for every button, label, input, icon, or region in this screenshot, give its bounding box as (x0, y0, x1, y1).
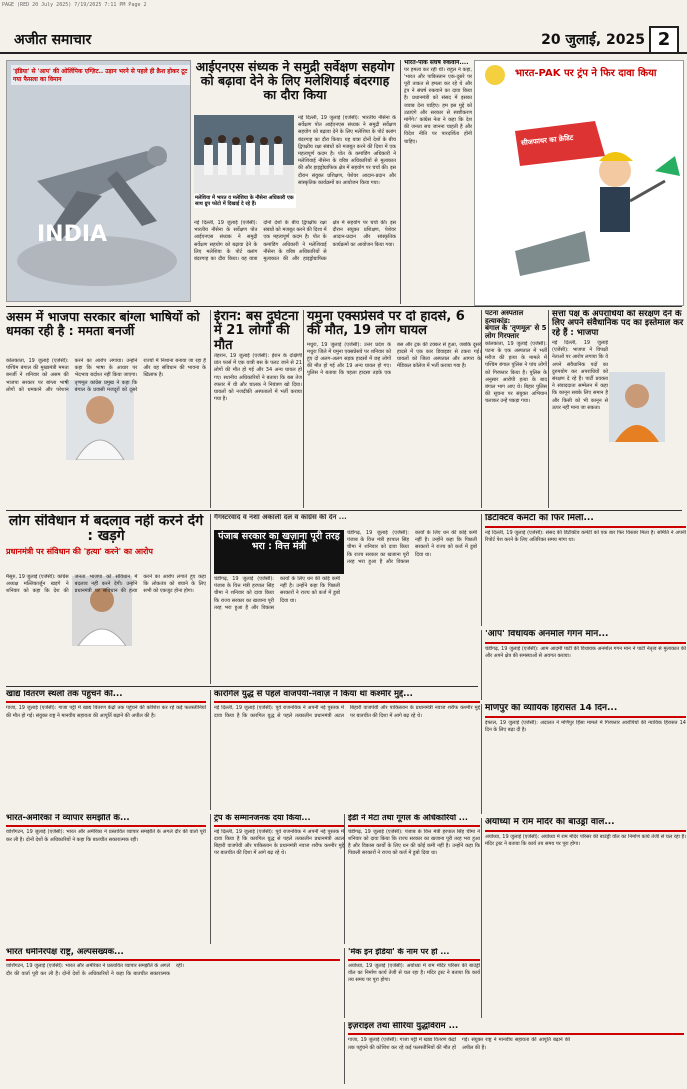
punjab-headline: पंजाब सरकार का खज़ाना पूरी तरह भरा : वित्त मंत्री (218, 531, 340, 553)
yamuna-story (303, 310, 481, 508)
kargil-text: नई दिल्ली, 19 जुलाई (एजेंसी): पूर्व राजनयिक ने अपनी नई पुस्तक में दावा किया है कि कारगिल युद्ध से पहले तत्कालीन प्रधानमंत्री अटल बिहारी वाजपेयी और पाकिस्तान के प्रधानमंत्री नवाज शरीफ कश्मीर मुद्दे पर बातचीत की दिशा में आगे बढ़ रहे थे। (214, 705, 480, 719)
navy-photo-caption: मलेशिया में भारत व मलेशिया के नौसेना अधिकारी एक साथ ग्रुप फोटो में दिखाई दे रहे हैं। (194, 194, 296, 208)
cartoon-right (474, 60, 684, 306)
navy-text: नई दिल्ली, 19 जुलाई (एजेंसी): भारतीय नौसेना के सर्वेक्षण पोत आईएनएस संध्यक ने समुद्री सर्वेक्षण सहयोग को बढ़ावा देने के लिए मलेशिया के पोर्ट क्लांग बंदरगाह का दौरा किया। यह यात्रा दोनों देशों के बीच द्विपक्षीय रक्षा संबंधों को मजबूत करने की दिशा में एक महत्वपूर्ण कदम है। पोत के कमांडिंग अधिकारी ने मलेशियाई नौसेना के वरिष्ठ अधिकारियों से मुलाकात की और हाइड्रोग्राफिक क्षेत्र में सहयोग पर चर्चा की। इस दौरान संयुक्त प्रशिक्षण, पेशेवर आदान-प्रदान और सांस्कृतिक कार्यक्रमों का आयोजन किया गया। (298, 115, 396, 186)
kharge-subhead: प्रधानमंत्री पर संविधान की 'हत्या' करने' का आरोप (6, 546, 153, 556)
yamuna-text: मथुरा, 19 जुलाई (एजेंसी): उत्तर प्रदेश के मथुरा जिले में यमुना एक्सप्रेसवे पर शनिवार को हुए दो अलग-अलग सड़क हादसों में छह लोगों की मौत हो गई और 19 अन्य घायल हो गए। पुलिस ने बताया कि पहला हादसा तड़के एक बस और ट्रक की टक्कर से हुआ, जबकि दूसरे हादसे में एक कार डिवाइडर से टकरा गई। घायलों को जिला अस्पताल और आगरा के मेडिकल कॉलेज में भर्ती कराया गया है। (307, 341, 481, 377)
food-rule (6, 701, 206, 703)
us-india-headline: भारत-अमेरिका ने व्यापार समझौते के... (6, 814, 130, 823)
rahul-story (400, 60, 472, 304)
secular-text: वाशिंगटन, 19 जुलाई (एजेंसी): भारत और अमेरिका ने प्रस्तावित व्यापार समझौते के अगले दौर की वार्ता पूरी कर ली है। दोनों देशों के अधिकारियों ने कहा कि बातचीत सकारात्मक रही। (6, 963, 184, 977)
kharge-headline: लोग संविधान में बदलाव नहीं करने देंगे : खड़गे (8, 514, 204, 545)
israel-text: गाजा, 19 जुलाई (एजेंसी): गाजा पट्टी में खाद्य वितरण केंद्रों तक पहुंचने की कोशिश कर रहे कई फलस्तीनियों की मौत हो गई। संयुक्त राष्ट्र ने मानवीय सहायता की आपूर्ति बढ़ाने की अपील की है। (348, 1037, 570, 1051)
bjp-text: नई दिल्ली, 19 जुलाई (एजेंसी): भाजपा ने विपक्षी नेताओं पर आरोप लगाया कि वे अपने संवैधानिक पदों का दुरुपयोग कर अपराधियों को संरक्षण दे रहे हैं। पार्टी प्रवक्ता ने संवाददाता सम्मेलन में कहा कि कानून सबके लिए समान है और किसी को भी कानून से ऊपर नहीं माना जा सकता। (552, 340, 608, 411)
svg-text:INDIA: INDIA (37, 222, 108, 247)
navy-text-lower: नई दिल्ली, 19 जुलाई (एजेंसी): भारतीय नौसेना के सर्वेक्षण पोत आईएनएस संध्यक ने समुद्री सर्वेक्षण सहयोग को बढ़ावा देने के लिए मलेशिया के पोर्ट क्लांग बंदरगाह का दौरा किया। यह यात्रा दोनों देशों के बीच द्विपक्षीय रक्षा संबंधों को मजबूत करने की दिशा में एक महत्वपूर्ण कदम है। पोत के कमांडिंग अधिकारी ने मलेशियाई नौसेना के वरिष्ठ अधिकारियों से मुलाकात की और हाइड्रोग्राफिक क्षेत्र में सहयोग पर चर्चा की। इस दौरान संयुक्त प्रशिक्षण, पेशेवर आदान-प्रदान और सांस्कृतिक कार्यक्रमों का आयोजन किया गया। (194, 220, 396, 263)
manipur-rule (485, 716, 686, 718)
navy-photo-people (194, 115, 294, 193)
rahul-headline: भारत-पाक संघर्ष रुकवाने.... (404, 60, 469, 66)
issue-date: 20 जुलाई, 2025 (541, 32, 645, 48)
divider-row3 (6, 686, 478, 687)
iran-story (210, 310, 302, 508)
masthead (0, 26, 687, 54)
patna-kicker: पटना अस्पताल हत्याकांड: (485, 310, 524, 325)
mamata-headline: असम में भाजपा सरकार बांग्ला भाषियों को धमका रही है : ममता बनर्जी (6, 310, 200, 338)
page-number: 2 (649, 26, 679, 54)
punjab-text-right: चंडीगढ़, 19 जुलाई (एजेंसी): पंजाब के वित्त मंत्री हरपाल सिंह चीमा ने शनिवार को दावा किया कि राज्य सरकार का खजाना पूरी तरह भरा हुआ है और विकास कार्यों के लिए धन की कोई कमी नहीं है। उन्होंने कहा कि पिछली सरकारों ने राज्य को कर्ज में डुबो दिया था। (347, 530, 477, 565)
yamuna-headline: यमुना एक्सप्रेसवे पर दो हादसे, 6 की मौत, 19 लोग घायल (307, 310, 465, 339)
kharge-text: मैसूरु, 19 जुलाई (एजेंसी): कांग्रेस अध्यक्ष मल्लिकार्जुन खड़गे ने शनिवार को कहा कि देश की जनता भाजपा को संविधान में बदलाव नहीं करने देगी। उन्होंने प्रधानमंत्री पर संविधान की हत्या करने का आरोप लगाते हुए कहा कि लोकतंत्र को बचाने के लिए सभी को एकजुट होना होगा। (6, 574, 206, 595)
cartoon-left-caption: 'इंडिया' से 'आप' की ओलिंपिक एग्ज़िट.. उड़ान भरने से पहले ही क्रैश होकर टूट गया फैसला का विमान (11, 65, 190, 85)
iran-headline: ईरान: बस दुर्घटना में 21 लोगों की मौत (214, 310, 299, 353)
aap-story (481, 630, 686, 700)
aap-text: चंडीगढ़, 19 जुलाई (एजेंसी): आम आदमी पार्टी की विधायक अनमोल गगन मान ने पार्टी नेतृत्व से मुलाकात की और अपने क्षेत्र की समस्याओं से अवगत कराया। (485, 645, 686, 660)
food-story (6, 690, 206, 810)
manipur-headline: मणिपुर की व्यायिक हिरासत 14 दिन... (485, 704, 618, 713)
punjab-text: चंडीगढ़, 19 जुलाई (एजेंसी): पंजाब के वित्त मंत्री हरपाल सिंह चीमा ने शनिवार को दावा किया कि राज्य सरकार का खजाना पूरी तरह भरा हुआ है और विकास कार्यों के लिए धन की कोई कमी नहीं है। उन्होंने कहा कि पिछली सरकारों ने राज्य को कर्ज में डुबो दिया था। (214, 576, 340, 611)
rti-rule (485, 526, 686, 528)
cartoon-right-label: सीजफायर का क्रेडिट (520, 133, 574, 148)
center-stories (210, 514, 480, 684)
navy-headline: आईएनएस संध्यक ने समुद्री सर्वेक्षण सहयोग को बढ़ावा देने के लिए मलेशियाई बंदरगाह का दौरा किया (195, 60, 395, 102)
trump-cartoon-illustration (475, 61, 683, 305)
ed-rule (348, 825, 480, 827)
make-india-headline: 'मेक इन इंडिया' के नाम पर हो ... (348, 948, 450, 956)
kharge-story (6, 514, 206, 684)
print-slug: PAGE (RED 20 July 2025) 7/19/2025 7:11 PM Page 2 (2, 2, 147, 8)
kargil-rule (214, 701, 480, 703)
ayodhya-story (481, 818, 686, 1018)
food-headline: खाद्य वितरण स्थलों तक पहुंचने की... (6, 690, 123, 699)
israel-story (344, 1022, 684, 1084)
trump-text: नई दिल्ली, 19 जुलाई (एजेंसी): पूर्व राजनयिक ने अपनी नई पुस्तक में दावा किया है कि कारगिल युद्ध से पहले तत्कालीन प्रधानमंत्री अटल बिहारी वाजपेयी और पाकिस्तान के प्रधानमंत्री नवाज शरीफ कश्मीर मुद्दे पर बातचीत की दिशा में आगे बढ़ रहे थे। (214, 828, 344, 857)
trump-rule (214, 825, 344, 827)
trump-story (210, 814, 344, 944)
manipur-story (481, 704, 686, 814)
patna-headline: बंगाल के 'तृणमूल' से 5 लोग गिरफ्तार (485, 324, 547, 341)
trump-headline: ट्रंप के सम्मानजनक दया किया... (214, 814, 311, 822)
patna-text: कोलकाता, 19 जुलाई (एजेंसी): पटना के एक अस्पताल में भर्ती मरीज की हत्या के मामले में पश्चिम बंगाल पुलिस ने पांच लोगों को गिरफ्तार किया है। पुलिस के अनुसार आरोपी हत्या के बाद बंगाल भाग आए थे। बिहार पुलिस की सूचना पर संयुक्त अभियान चलाकर उन्हें पकड़ा गया। (485, 340, 547, 405)
ed-headline: ईडी ने मेटा तथा गूगल के अधिकारियों ... (348, 814, 468, 822)
make-india-rule (348, 959, 480, 961)
make-india-text: अयोध्या, 19 जुलाई (एजेंसी): अयोध्या में राम मंदिर परिसर की बाउंड्री वॉल का निर्माण कार्य तेजी से चल रहा है। मंदिर ट्रस्ट ने बताया कि कार्य तय समय पर पूरा होगा। (348, 962, 480, 984)
kargil-headline: कारगिल युद्ध से पहले वाजपेयी-नवाज़ ने किया था कश्मीर मुद्दे... (214, 690, 413, 699)
bjp-photo (609, 372, 665, 442)
cartoon-right-title: भारत-PAK पर ट्रंप ने फिर दावा किया (515, 68, 657, 79)
israel-headline: इज़राइल तथा सीरिया युद्धविराम ... (348, 1022, 459, 1031)
us-india-text: वाशिंगटन, 19 जुलाई (एजेंसी): भारत और अमेरिका ने प्रस्तावित व्यापार समझौते के अगले दौर की वार्ता पूरी कर ली है। दोनों देशों के अधिकारियों ने कहा कि बातचीत सकारात्मक रही। (6, 829, 206, 843)
ed-text: चंडीगढ़, 19 जुलाई (एजेंसी): पंजाब के वित्त मंत्री हरपाल सिंह चीमा ने शनिवार को दावा किया कि राज्य सरकार का खजाना पूरी तरह भरा हुआ है और विकास कार्यों के लिए धन की कोई कमी नहीं है। उन्होंने कहा कि पिछली सरकारों ने राज्य को कर्ज में डुबो दिया था। (348, 828, 480, 857)
bjp-story (548, 310, 686, 508)
divider-row2 (6, 510, 682, 511)
newspaper-brand: अजीत समाचार (14, 32, 92, 48)
bjp-headline: सत्ता पक्ष के अपराधियों को संरक्षण देने के लिए अपने संवैधानिक पद का इस्तेमाल कर रहे हैं : भाजपा (552, 310, 684, 338)
rti-story (481, 514, 686, 626)
mamata-story (6, 310, 206, 508)
mamata-text: कोलकाता, 19 जुलाई (एजेंसी): पश्चिम बंगाल की मुख्यमंत्री ममता बनर्जी ने शनिवार को असम की भाजपा सरकार पर बांग्ला भाषी लोगों को धमकाने और परेशान करने का आरोप लगाया। उन्होंने कहा कि भाषा के आधार पर भेदभाव बर्दाश्त नहीं किया जाएगा। तृणमूल कांग्रेस प्रमुख ने कहा कि बंगाल के प्रवासी मजदूरों को दूसरे राज्यों में निशाना बनाया जा रहा है और यह संविधान की भावना के खिलाफ है। (6, 358, 206, 393)
manipur-text: इंफाल, 19 जुलाई (एजेंसी): अदालत ने मणिपुर हिंसा मामले में गिरफ्तार आरोपियों की न्यायिक हिरासत 14 दिन के लिए बढ़ा दी है। (485, 719, 686, 734)
iran-text: तेहरान, 19 जुलाई (एजेंसी): ईरान के दक्षिणी प्रांत फार्स में एक यात्री बस के पलट जाने से 21 लोगों की मौत हो गई और 34 अन्य घायल हो गए। स्थानीय अधिकारियों ने बताया कि बस तेज रफ्तार में थी और चालक ने नियंत्रण खो दिया। घायलों को नजदीकी अस्पतालों में भर्ती कराया गया है। (214, 352, 302, 403)
gangster-headline: गैंगस्टरवाद व नशा अकाली दल व कांग्रेस की देन ... (214, 514, 347, 521)
secular-story (6, 948, 340, 1083)
rahul-text: पर हमला कर रही थी। राहुल ने कहा, 'भारत और पाकिस्तान एक-दूसरे पर पूरी ताकत से हमला कर रहे थे और ट्रंप ने संघर्ष रुकवाने का दावा किया है। प्रधानमंत्री को संसद में इसका जवाब देना चाहिए। हम इस मुद्दे को उठाएंगे और सरकार से स्पष्टीकरण मांगेंगे।' कांग्रेस नेता ने कहा कि देश की जनता सच जानना चाहती है और विदेश नीति पर पारदर्शिता होनी चाहिए। (404, 66, 472, 145)
aap-rule (485, 642, 686, 644)
ayodhya-rule (485, 830, 686, 832)
ayodhya-text: अयोध्या, 19 जुलाई (एजेंसी): अयोध्या में राम मंदिर परिसर की बाउंड्री वॉल का निर्माण कार्य तेजी से चल रहा है। मंदिर ट्रस्ट ने बताया कि कार्य तय समय पर पूरा होगा। (485, 833, 686, 848)
rti-headline: डिटेक्टिव कमेटी को फिर मिली... (485, 514, 594, 523)
rti-text: नई दिल्ली, 19 जुलाई (एजेंसी): संसद की डिटेक्टिव कमेटी को एक बार फिर विस्तार मिला है। समिति ने अपनी रिपोर्ट पेश करने के लिए अतिरिक्त समय मांगा था। (485, 529, 686, 544)
punjab-box (214, 530, 344, 574)
secular-rule (6, 959, 340, 961)
plane-crash-illustration (7, 61, 190, 301)
kargil-story (210, 690, 480, 810)
make-india-story (344, 948, 480, 1018)
cartoon-left (6, 60, 191, 302)
ayodhya-headline: अयोध्या में राम मंदिर की बाउंड्री वॉल... (485, 818, 615, 827)
us-india-rule (6, 825, 206, 827)
israel-rule (348, 1033, 684, 1035)
patna-story (481, 310, 547, 508)
aap-headline: 'आप' विधायक अनमोल गगन मान... (485, 630, 609, 639)
us-india-story (6, 814, 206, 944)
divider-row1 (6, 306, 682, 307)
navy-story (194, 60, 396, 304)
food-text: गाजा, 19 जुलाई (एजेंसी): गाजा पट्टी में खाद्य वितरण केंद्रों तक पहुंचने की कोशिश कर रहे कई फलस्तीनियों की मौत हो गई। संयुक्त राष्ट्र ने मानवीय सहायता की आपूर्ति बढ़ाने की अपील की है। (6, 705, 206, 719)
ed-story (344, 814, 480, 944)
secular-headline: भारत धर्मनिरपेक्ष राष्ट्र, अल्पसंख्यक... (6, 948, 124, 957)
